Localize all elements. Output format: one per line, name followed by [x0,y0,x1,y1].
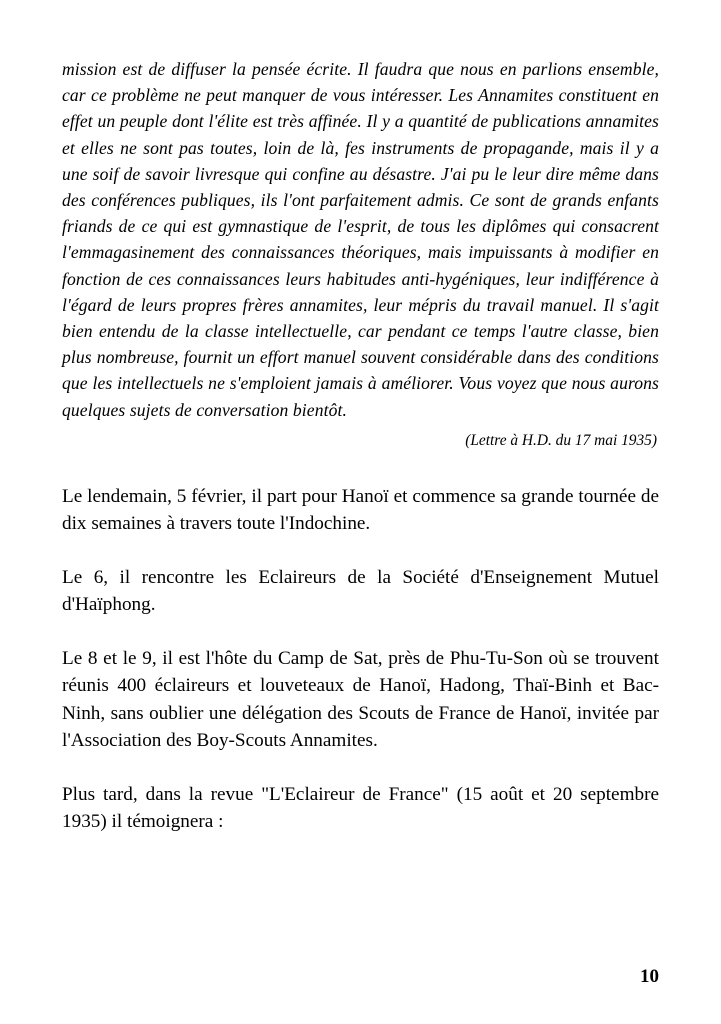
page-number: 10 [640,966,659,987]
quotation-block [62,56,659,423]
quotation-source: (Lettre à H.D. du 17 mai 1935) [465,431,657,449]
quotation-text: mission est de diffuser la pensée écrite. Il faudra que nous en parlions ensemble, car ce problème ne peut manquer de vous intéresser. Les Annamites constituent en effet un peuple dont l'élite est très affinée. Il y a quantité de publications annamites et elles ne sont pas toutes, loin de là, fes instruments de propagande, mais il y a une soif de savoir livresque qui confine au désastre. J'ai pu le leur dire même dans des conférences publiques, ils l'ont parfaitement admis. Ce sont de grands enfants friands de ce qui est gymnastique de l'esprit, de tous les diplômes qui consacrent l'emmagasinement des connaissances théoriques, mais impuissants à modifier en fonction de ces connaissances leurs habitudes anti-hygéniques, leur indifférence à l'égard de leurs propres frères annamites, leur mépris du travail manuel. Il s'agit bien entendu de la classe intellectuelle, car pendant ce temps l'autre classe, bien plus nombreuse, fournit un effort manuel souvent considérable dans des conditions que les intellectuels ne s'emploient jamais à améliorer. Vous voyez que nous aurons quelques sujets de conversation bientôt. [62,59,659,420]
paragraph-3: Le 8 et le 9, il est l'hôte du Camp de Sat, près de Phu-Tu-Son où se trouvent réunis 400 éclaireurs et louveteaux de Hanoï, Hadong, Thaï-Binh et Bac-Ninh, sans oublier une délégation des Scouts de France de Hanoï, invitée par l'Association des Boy-Scouts Annamites. [62,647,659,752]
paragraph-2: Le 6, il rencontre les Eclaireurs de la Société d'Enseignement Mutuel d'Haïphong. [62,566,659,616]
body-text [62,483,659,836]
paragraph-1: Le lendemain, 5 février, il part pour Hanoï et commence sa grande tournée de dix semaines à travers toute l'Indochine. [62,485,659,535]
paragraph-4: Plus tard, dans la revue "L'Eclaireur de France" (15 août et 20 septembre 1935) il témoignera : [62,783,659,833]
